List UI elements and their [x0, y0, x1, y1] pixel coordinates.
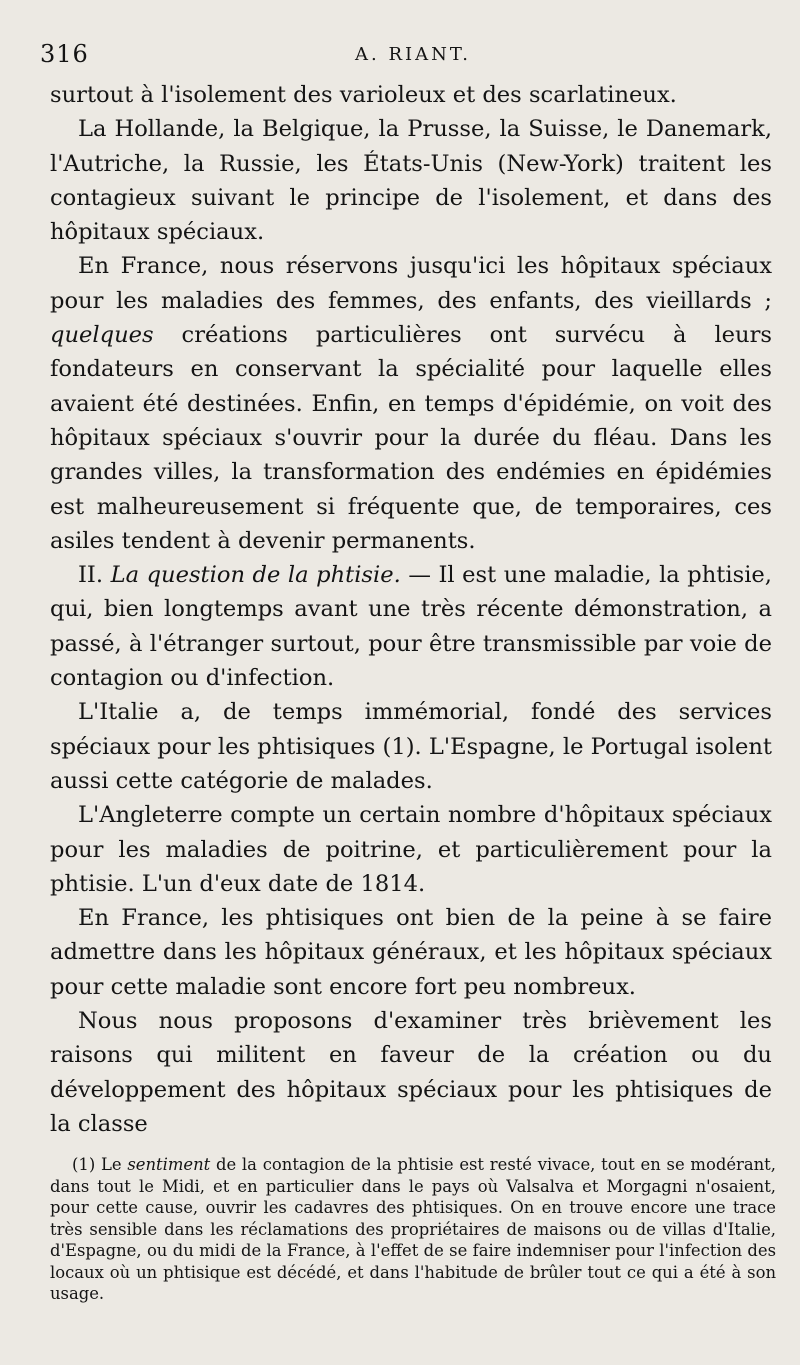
italic-text: sentiment	[127, 1155, 211, 1174]
running-head: A. RIANT.	[355, 44, 471, 65]
paragraph	[50, 1004, 772, 1141]
text-run: En France, nous réservons jusqu'ici les hôpitaux spéciaux pour les maladies des femmes, des enfants, des vieillards ;	[50, 253, 772, 314]
text-run: La Hollande, la Belgique, la Prusse, la Suisse, le Danemark, l'Autriche, la Russie, les États-Unis (New-York) traitent les contagieux suivant le principe de l'isolement, et dans des hôpitaux spéciaux.	[50, 116, 772, 246]
text-run: — Il est une maladie, la phtisie, qui, bien longtemps avant une très récente démonstration, a passé, à l'étranger surtout, pour être transmissible par voie de contagion ou d'infection.	[50, 562, 772, 692]
paragraph	[50, 112, 772, 249]
text-run: (1) Le	[72, 1155, 128, 1174]
page-header	[40, 40, 772, 76]
text-run: créations particulières ont survécu à leurs fondateurs en conservant la spécialité pour laquelle elles avaient été destinées. Enfin, en temps d'épidémie, on voit des hôpitaux spéciaux s'ouvrir pour la durée du fléau. Dans les grandes villes, la transformation des endémies en épidémies est malheureusement si fréquente que, de temporaires, ces asiles tendent à devenir permanents.	[50, 322, 772, 554]
footnotes	[50, 1154, 776, 1305]
paragraph	[50, 695, 772, 798]
paragraph	[50, 798, 772, 901]
page-number: 316	[40, 40, 89, 68]
paragraph	[50, 558, 772, 695]
text-run: L'Angleterre compte un certain nombre d'hôpitaux spéciaux pour les maladies de poitrine, et particulièrement pour la phtisie. L'un d'eux date de 1814.	[50, 802, 772, 897]
italic-text: quelques	[50, 322, 154, 349]
paragraph	[50, 901, 772, 1004]
paragraph	[50, 78, 772, 112]
text-run: II.	[78, 562, 111, 589]
text-run: de la contagion de la phtisie est resté vivace, tout en se modérant, dans tout le Midi, et en particulier dans le pays où Valsalva et Morgagni n'osaient, pour cette cause, ouvrir les cadavres des phtisiques. On en trouve encore une trace très sensible dans les réclamations des propriétaires de maisons ou de villas d'Italie, d'Espagne, ou du midi de la France, à l'effet de se faire indemniser pour l'infection des locaux où un phtisique est décédé, et dans l'habitude de brûler tout ce qui a été à son usage.	[50, 1155, 776, 1303]
footnote	[50, 1154, 776, 1305]
paragraph	[50, 249, 772, 558]
text-run: Nous nous proposons d'examiner très brièvement les raisons qui militent en faveur de la création ou du développement des hôpitaux spéciaux pour les phtisiques de la classe	[50, 1008, 772, 1137]
text-run: surtout à l'isolement des varioleux et des scarlatineux.	[50, 82, 677, 108]
body-text	[50, 78, 772, 1141]
text-run: L'Italie a, de temps immémorial, fondé des services spéciaux pour les phtisiques (1). L'Espagne, le Portugal isolent aussi cette catégorie de malades.	[50, 699, 772, 794]
text-run: En France, les phtisiques ont bien de la peine à se faire admettre dans les hôpitaux généraux, et les hôpitaux spéciaux pour cette maladie sont encore fort peu nombreux.	[50, 905, 772, 1000]
italic-text: La question de la phtisie.	[110, 562, 401, 589]
